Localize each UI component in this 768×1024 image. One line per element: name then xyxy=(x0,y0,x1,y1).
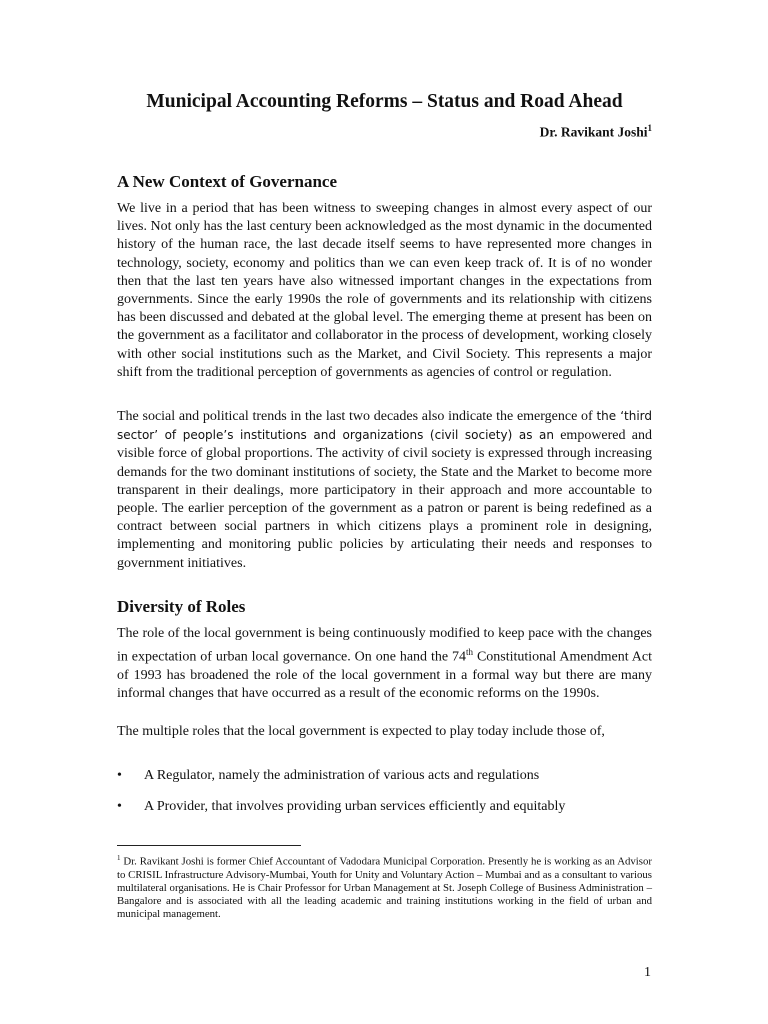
paragraph-governance-1: We live in a period that has been witness to sweeping changes in almost every aspect of our lives. Not only has the last century been acknowledged as the most dynamic in the documented history of the human race, the last decade itself seems to have represented more changes in technology, society, economy and politics than we can even keep track of. It is of no wonder then that the last ten years have also witnessed important changes in the expectations from governments. Since the early 1990s the role of governments and its relationship with citizens has been discussed and debated at the global level. The emerging theme at present has been on the government as a facilitator and collaborator in the process of development, working closely with other social institutions such as the Market, and Civil Society. This represents a major shift from the traditional perception of governments as agencies of control or regulation. xyxy=(117,201,652,380)
author-name: Dr. Ravikant Joshi xyxy=(539,124,648,140)
list-item-text: A Provider, that involves providing urban services efficiently and equitably xyxy=(144,799,566,814)
list-item xyxy=(117,767,652,798)
page-title: Municipal Accounting Reforms – Status and Road Ahead xyxy=(146,91,623,112)
paragraph-roles-2: The multiple roles that the local government is expected to play today include those of, xyxy=(117,724,605,739)
superscript: th xyxy=(466,647,474,658)
footnote-marker: 1 xyxy=(117,854,121,862)
footnote-text: Dr. Ravikant Joshi is former Chief Accountant of Vadodara Municipal Corporation. Presently he is working as an Advisor to CRISIL Infrastructure Advisory-Mumbai, Youth for Unity and Voluntary Action – Mumbai and as a consultant to various multilateral organisations. He is Chair Professor for Urban Management at St. Joseph College of Business Administration – Bangalore and is associated with all the leading academic and training institutions working in the field of urban and municipal management. xyxy=(117,855,652,921)
footnote-divider xyxy=(117,845,301,846)
list-item xyxy=(117,798,652,829)
paragraph-text: The social and political trends in the last two decades also indicate the emergence of xyxy=(117,409,597,424)
paragraph-governance-2 xyxy=(117,407,652,573)
roles-list xyxy=(117,767,652,829)
footnote xyxy=(117,852,652,922)
paragraph-text-variant-font: the ‘third sector’ of people’s institutions and organizations (civil society) as an xyxy=(117,409,652,443)
list-item-text: A Regulator, namely the administration of various acts and regulations xyxy=(144,768,540,783)
paragraph-text: Constitutional Amendment Act of 1993 has broadened the role of the local government in a formal way but there are many informal changes that have occurred as a result of the economic reforms on the 1990s. xyxy=(117,649,653,702)
section-heading-roles: Diversity of Roles xyxy=(117,597,246,616)
author-line xyxy=(540,123,652,141)
paragraph-text: The role of the local government is being continuously modified to keep pace with the changes in expectation of urban local governance. On one hand the 74 xyxy=(117,626,652,665)
paragraph-text: empowered and visible force of global proportions. The activity of civil society is expressed through increasing demands for the two dominant institutions of society, the State and the Market to become more transparent in their dealings, more participatory in their approach and more accountable to people. The earlier perception of the government as a patron or parent is being redefined as a contract between social partners in which citizens plays a prominent role in designing, implementing and monitoring public policies by articulating their needs and responses to government initiatives. xyxy=(117,428,652,571)
page-number: 1 xyxy=(644,965,651,980)
author-footnote-marker: 1 xyxy=(647,123,652,133)
bullet-icon: • xyxy=(117,768,122,783)
paragraph-roles-1 xyxy=(117,625,652,703)
bullet-icon: • xyxy=(117,799,122,814)
section-heading-governance: A New Context of Governance xyxy=(117,172,338,191)
